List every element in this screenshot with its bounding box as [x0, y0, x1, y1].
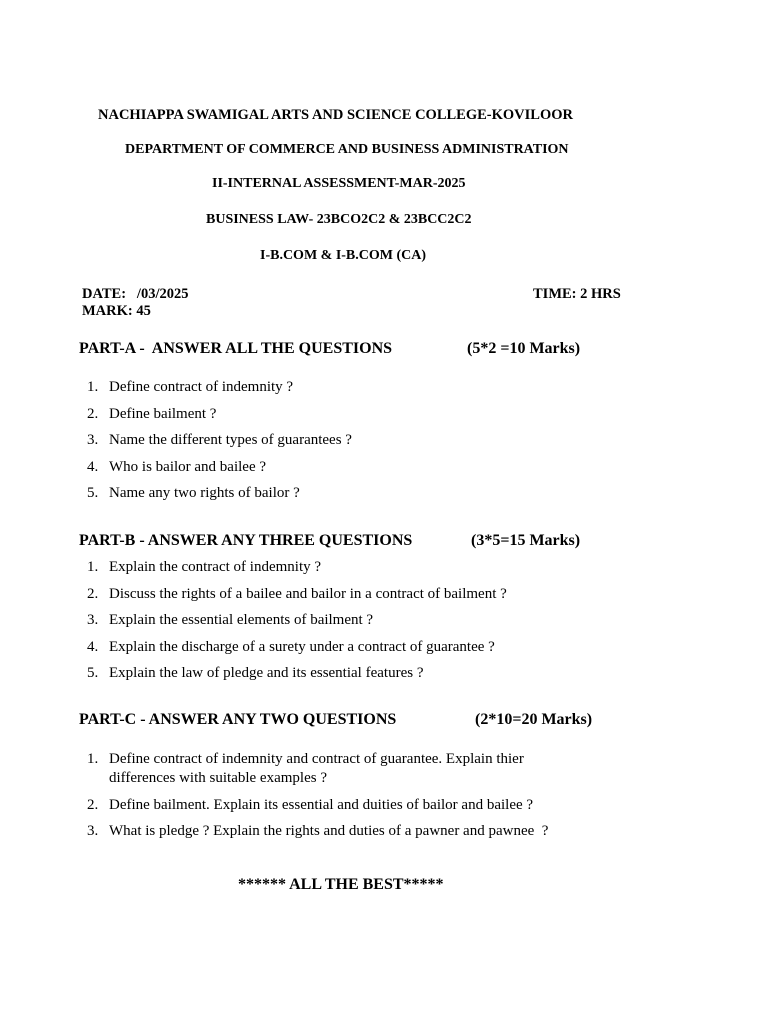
question-item: 2. Define bailment. Explain its essential and duities of bailor and bailee ?	[87, 796, 534, 813]
subject-title: BUSINESS LAW- 23BCO2C2 & 23BCC2C2	[206, 212, 472, 227]
question-item: 1. Define contract of indemnity ?	[87, 379, 294, 395]
closing-message: ****** ALL THE BEST*****	[238, 876, 444, 893]
question-item: 1. Explain the contract of indemnity ?	[87, 559, 322, 575]
question-item: 4. Who is bailor and bailee ?	[87, 458, 267, 475]
question-item: 4. Explain the discharge of a surety under a contract of guarantee ?	[87, 638, 495, 655]
question-item: 5. Explain the law of pledge and its essential features ?	[87, 665, 424, 681]
part-c-heading: PART-C - ANSWER ANY TWO QUESTIONS	[79, 711, 397, 728]
part-a-heading: PART-A - ANSWER ALL THE QUESTIONS	[79, 340, 393, 357]
part-b-marks: (3*5=15 Marks)	[471, 532, 581, 549]
exam-marks: MARK: 45	[82, 303, 151, 319]
question-item: 2. Define bailment ?	[87, 405, 217, 422]
college-name: NACHIAPPA SWAMIGAL ARTS AND SCIENCE COLLEGE-KOVILOOR	[98, 107, 573, 123]
exam-date: DATE: /03/2025	[82, 286, 189, 302]
part-a-marks: (5*2 =10 Marks)	[467, 340, 581, 357]
part-c-questions	[79, 750, 609, 841]
assessment-title: II-INTERNAL ASSESSMENT-MAR-2025	[212, 176, 466, 191]
question-item: 2. Discuss the rights of a bailee and bailor in a contract of bailment ?	[87, 585, 507, 602]
question-item: 3. Name the different types of guarantees ?	[87, 432, 352, 448]
question-item: 3. What is pledge ? Explain the rights and duties of a pawner and pawnee ?	[87, 823, 549, 839]
exam-time: TIME: 2 HRS	[533, 286, 621, 302]
question-item: 5. Name any two rights of bailor ?	[87, 485, 300, 501]
part-b-heading: PART-B - ANSWER ANY THREE QUESTIONS	[79, 532, 413, 549]
class-title: I-B.COM & I-B.COM (CA)	[260, 248, 427, 263]
part-c-marks: (2*10=20 Marks)	[475, 711, 593, 728]
question-item: 3. Explain the essential elements of bailment ?	[87, 612, 374, 628]
part-b-questions	[79, 558, 609, 683]
question-item: 1. Define contract of indemnity and contract of guarantee. Explain thier differences with suitable examples ?	[87, 751, 524, 786]
department-name: DEPARTMENT OF COMMERCE AND BUSINESS ADMINISTRATION	[125, 142, 569, 157]
part-a-questions	[79, 378, 609, 503]
